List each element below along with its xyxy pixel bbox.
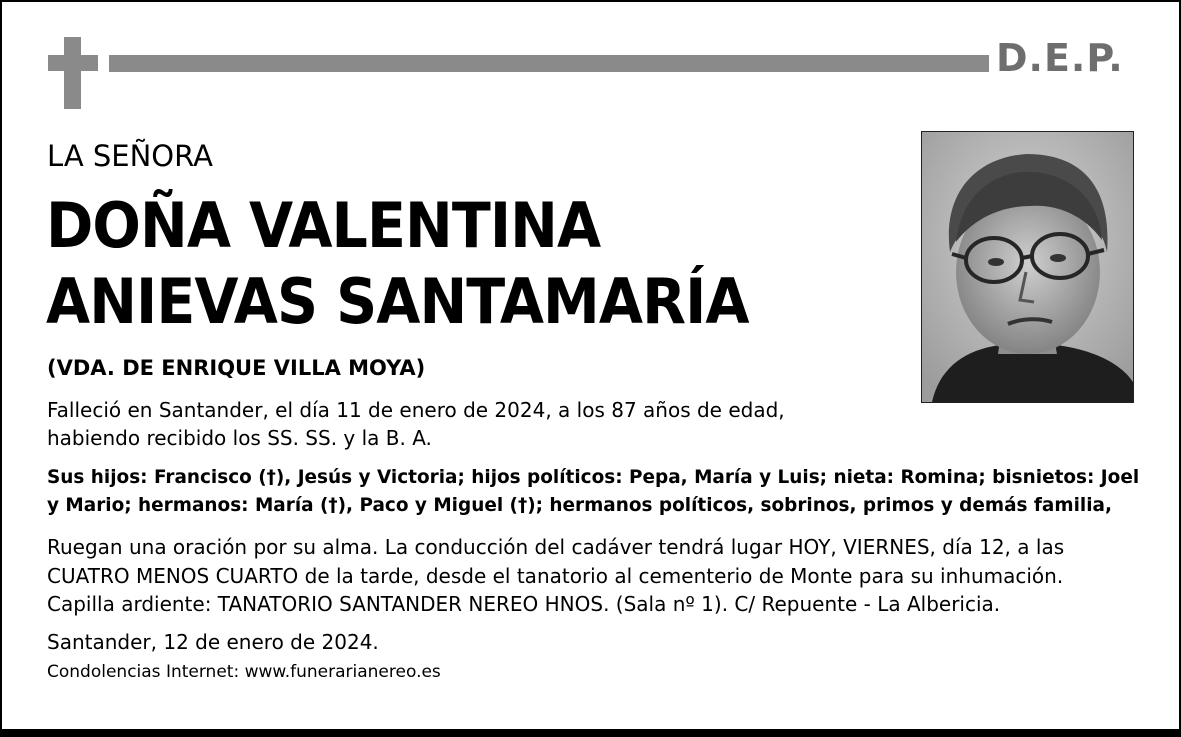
honorific: LA SEÑORA [47,139,213,173]
dep-label: D.E.P. [996,36,1124,80]
widow-of: (VDA. DE ENRIQUE VILLA MOYA) [47,356,426,380]
family-line-2: y Mario; hermanos: María (†), Paco y Miguel (†); hermanos políticos, sobrinos, primos y demás familia, [47,494,1112,516]
deceased-name [46,188,749,340]
portrait-photo [921,131,1134,403]
death-line-1: Falleció en Santander, el día 11 de enero de 2024, a los 87 años de edad, [47,398,785,422]
prayer-line-2: CUATRO MENOS CUARTO de la tarde, desde el tanatorio al cementerio de Monte para su inhumación. [47,564,1064,588]
header-rule [109,55,989,72]
place-date: Santander, 12 de enero de 2024. [47,630,379,654]
name-line-2: ANIEVAS SANTAMARÍA [46,265,749,338]
prayer-line-1: Ruegan una oración por su alma. La conducción del cadáver tendrá lugar HOY, VIERNES, día 12, a las [47,535,1065,559]
death-line-2: habiendo recibido los SS. SS. y la B. A. [47,426,432,450]
condolences-link: Condolencias Internet: www.funerarianereo.es [47,662,441,682]
name-line-1: DOÑA VALENTINA [46,189,601,262]
family-line-1: Sus hijos: Francisco (†), Jesús y Victoria; hijos políticos: Pepa, María y Luis; nieta: Romina; bisnietos: Joel [47,466,1140,488]
prayer-line-3: Capilla ardiente: TANATORIO SANTANDER NEREO HNOS. (Sala nº 1). C/ Repuente - La Albericia. [47,592,1001,616]
